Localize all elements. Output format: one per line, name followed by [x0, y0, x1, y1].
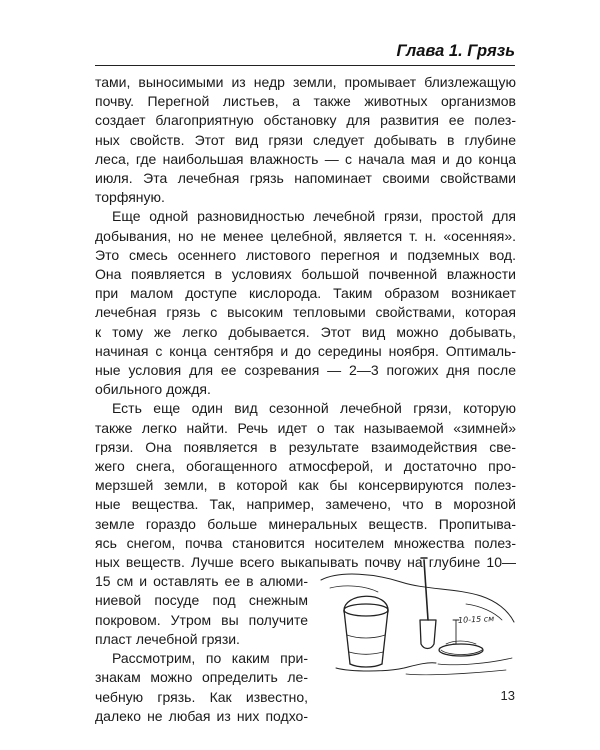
paragraph: [95, 73, 516, 207]
text-line: жего снега, обогащенного атмосферой, и достаточно про-: [95, 458, 516, 475]
text-line: ясь снегом, почва становится носителем множества полез-: [95, 534, 516, 551]
text-line: ных свойств. Этот вид грязи следует добывать в глубине: [95, 131, 516, 148]
text-line: покровом. Утром вы получите: [95, 611, 308, 628]
text-line: к тому же легко добывается. Этот вид можно добывать,: [95, 323, 516, 340]
bucket-shovel-illustration: [316, 540, 516, 678]
text-line: создает благоприятную обстановку для развития ее полез-: [95, 112, 516, 129]
text-line: почву. Перегной листьев, а также животных организмов: [95, 93, 516, 110]
text-line: тами, выносимыми из недр земли, промывает близлежащую: [95, 74, 516, 90]
text-line: пласт лечебной грязи.: [95, 630, 240, 647]
text-line: ниевой посуде под снежным: [95, 592, 308, 609]
text-line: Она появляется в условиях большой почвенной влажности: [95, 266, 516, 283]
text-line: земле гораздо больше минеральных веществ. Пропитыва-: [95, 515, 516, 532]
text-line: мерзшей земли, в которой как бы консервируются полез-: [95, 477, 516, 494]
text-line: 15 см и оставлять ее в алюми-: [95, 573, 308, 590]
text-line: лечебная грязь с высоким тепловыми свойствами, которая: [95, 304, 516, 321]
text-line: также легко найти. Речь идет о так называемой «зимней»: [95, 419, 516, 436]
chapter-title: Глава 1. Грязь: [396, 42, 515, 60]
text-line: Еще одной разновидностью лечебной грязи, простой для: [112, 208, 516, 225]
text-line: добывания, но не менее целебной, является т. н. «осенняя».: [95, 227, 516, 244]
text-line: далеко не любая из них подхо-: [95, 707, 308, 724]
text-line: Это смесь осеннего листового перегноя и подземных вод.: [95, 246, 516, 263]
running-header: [95, 40, 515, 64]
text-line: торфяную.: [95, 189, 165, 206]
text-line: ные условия для ее созревания — 2—3 погожих дня после: [95, 362, 516, 379]
text-line: чебную грязь. Как известно,: [95, 688, 308, 705]
text-line: знакам можно определить ле-: [95, 669, 308, 686]
text-line: Рассмотрим, по каким при-: [112, 650, 308, 667]
text-line: обильного дождя.: [95, 381, 211, 398]
text-line: начиная с конца сентября и до середины ноября. Оптималь-: [95, 342, 516, 359]
text-line: леса, где наибольшая влажность — с начала мая и до конца: [95, 150, 516, 167]
page-number: 13: [500, 688, 515, 703]
text-line: Есть еще один вид сезонной лечебной грязи, которую: [112, 400, 516, 417]
header-rule: [95, 65, 515, 66]
paragraph: [95, 207, 516, 399]
text-line: ных веществ. Лучше всего выкапывать почву на глубине 10—: [95, 554, 516, 571]
text-line: грязи. Она появляется в результате взаимодействия све-: [95, 438, 516, 455]
figure-caption: 10-15 см: [457, 614, 495, 625]
text-line: июля. Эта лечебная грязь напоминает своими свойствами: [95, 170, 516, 187]
text-line: при малом доступе кислорода. Таким образом возникает: [95, 285, 516, 302]
text-line: ные вещества. Так, например, замечено, что в морозной: [95, 496, 516, 513]
